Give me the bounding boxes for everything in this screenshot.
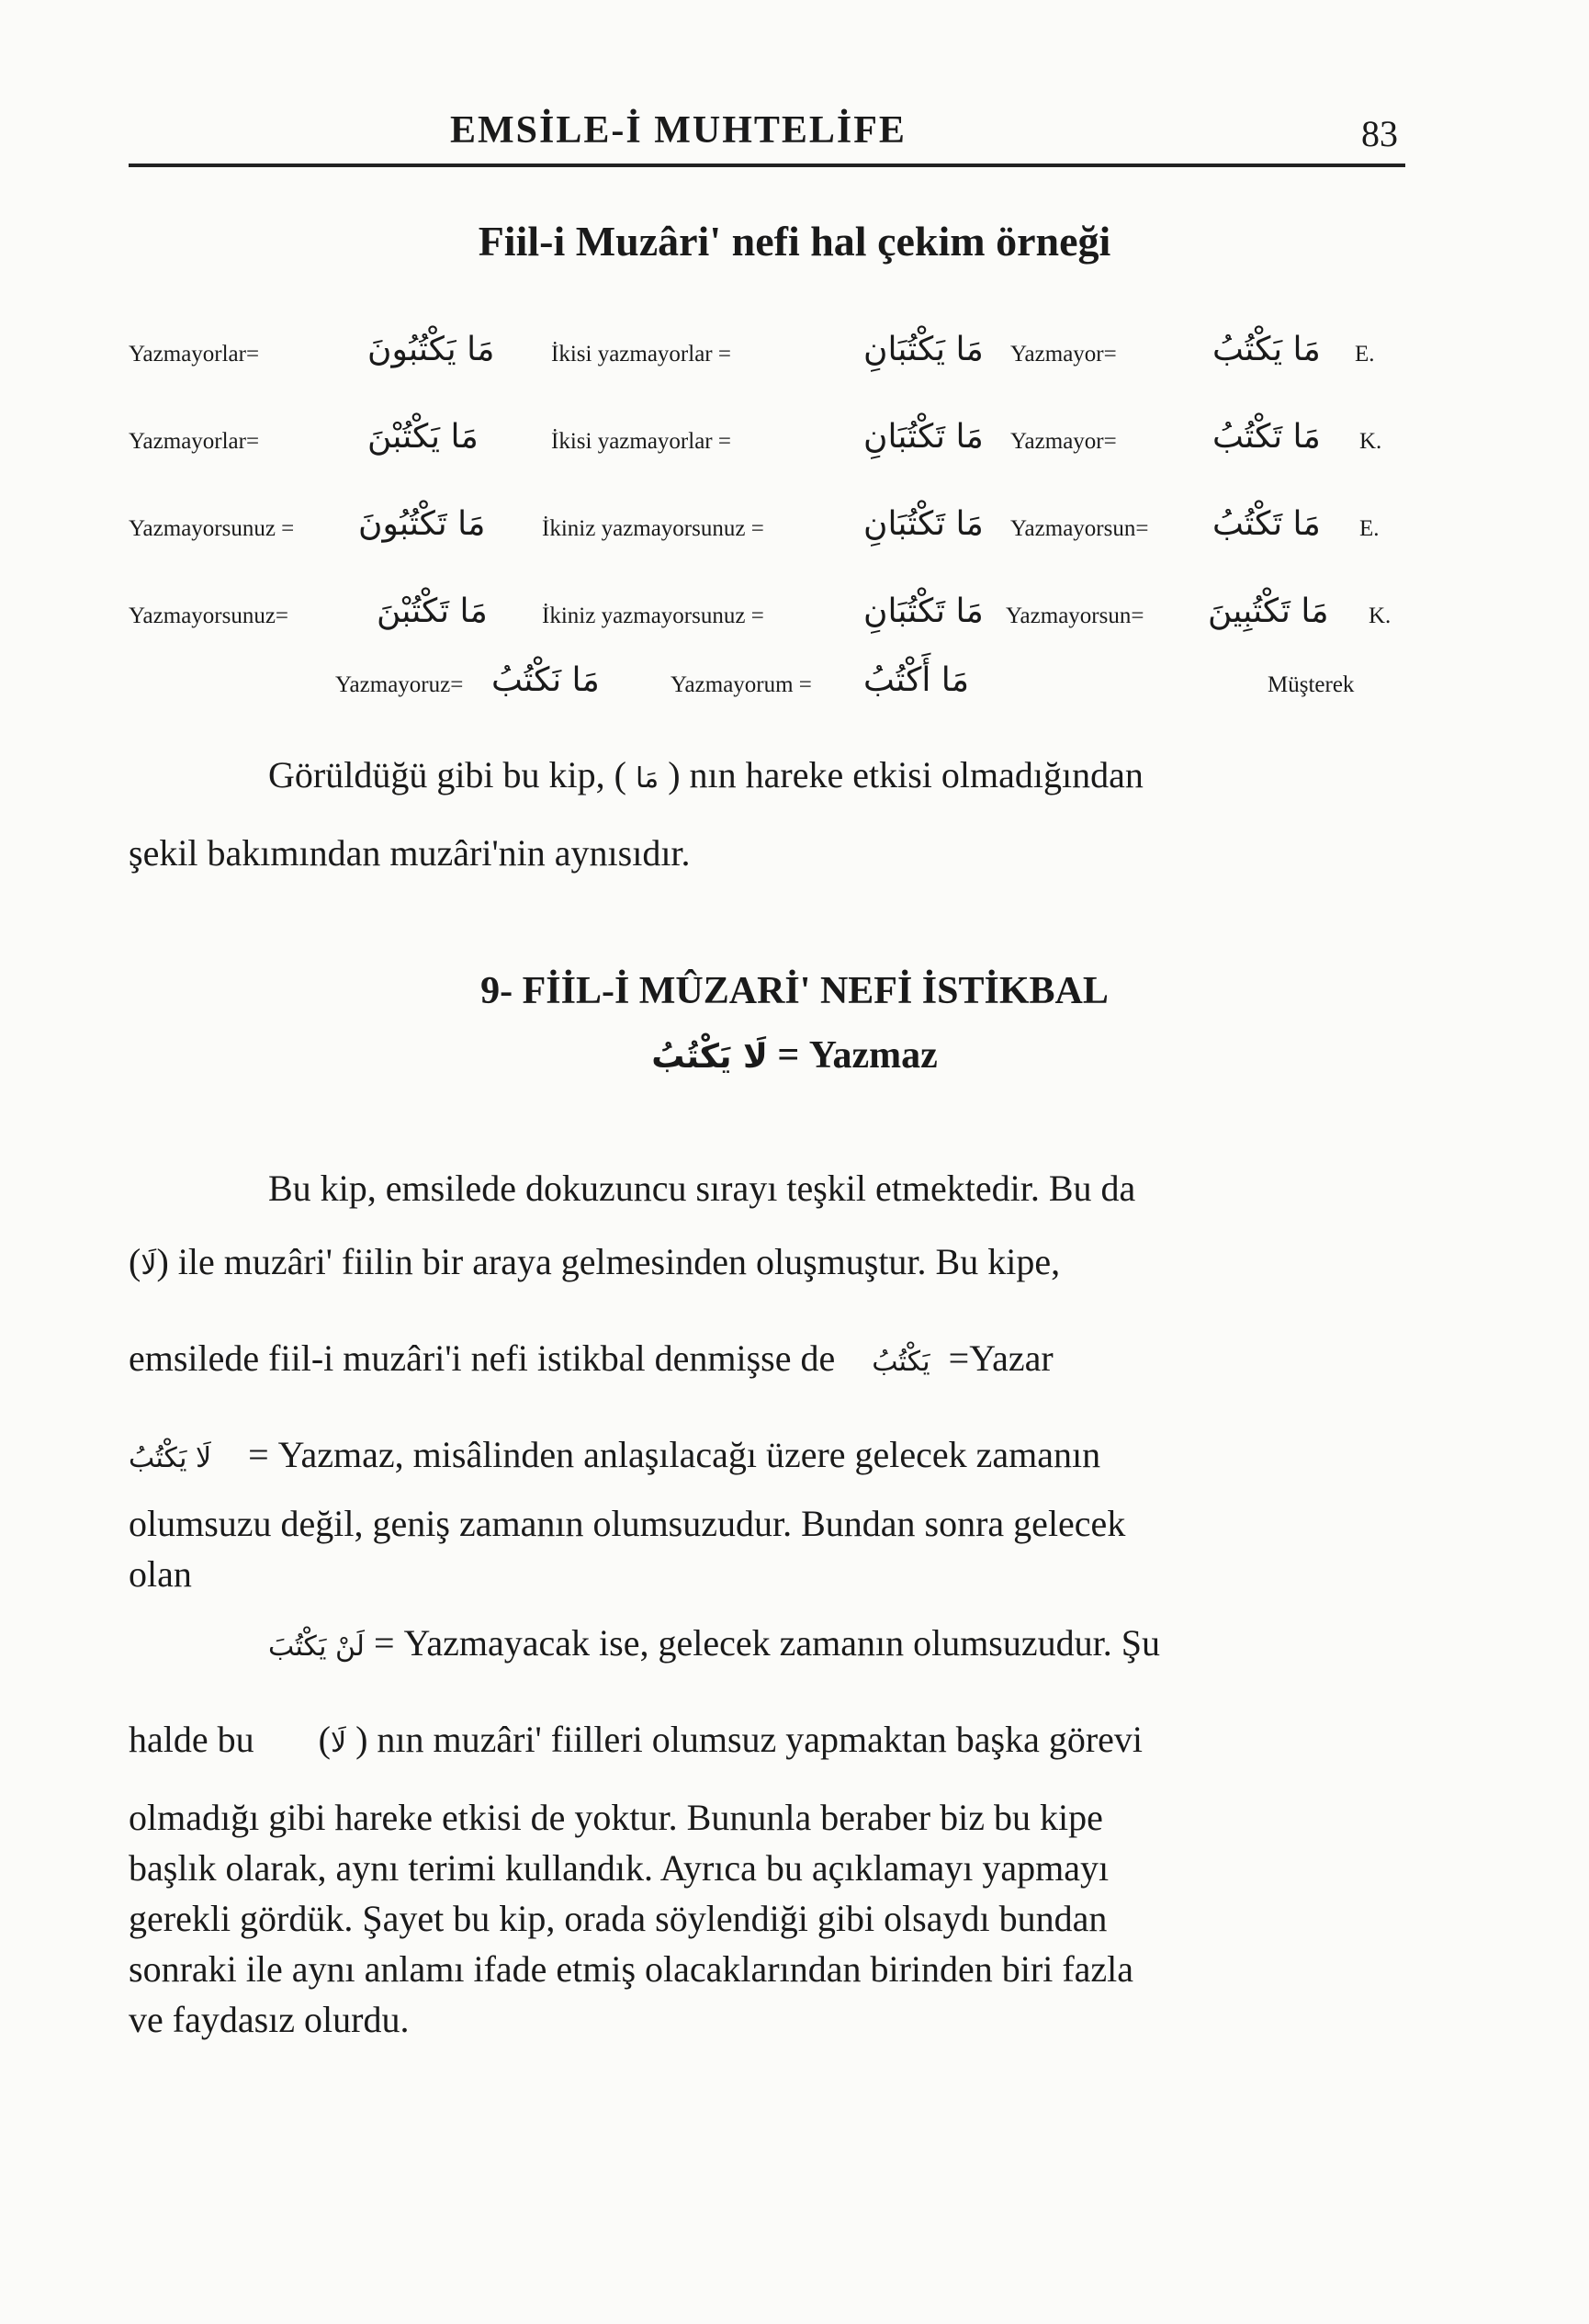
arabic-particle: مَا xyxy=(635,762,659,795)
section-title: 9- FİİL-İ MÛZARİ' NEFİ İSTİKBAL xyxy=(480,970,1109,1012)
arabic-verb: لَا يَكْتُبُ xyxy=(129,1442,212,1474)
body-line: gerekli gördük. Şayet bu kip, orada söylendiği gibi olsaydı bundan xyxy=(129,1898,1108,1939)
row-label: İkiniz yazmayorsunuz = xyxy=(542,516,764,541)
note-text: ) nın hareke etkisi olmadığından xyxy=(668,754,1144,795)
conjugation-row xyxy=(129,505,1405,560)
arabic-verb: مَا تَكْتُبُ xyxy=(1212,505,1321,543)
body-line: olan xyxy=(129,1553,192,1595)
body-text: ) nın muzâri' fiilleri olumsuz yapmaktan başka görevi xyxy=(355,1719,1144,1760)
arabic-verb: مَا تَكْتُبُ xyxy=(1212,418,1321,456)
body-line: olumsuzu değil, geniş zamanın olumsuzudur. Bundan sonra gelecek xyxy=(129,1503,1126,1544)
row-label: İkisi yazmayorlar = xyxy=(551,429,731,454)
row-label: İkisi yazmayorlar = xyxy=(551,342,731,367)
page-number: 83 xyxy=(1361,113,1398,154)
gender-tag: K. xyxy=(1369,604,1392,628)
arabic-verb: مَا تَكْتُبُونَ xyxy=(358,505,486,543)
arabic-verb: مَا يَكْتُبَانِ xyxy=(863,331,984,368)
body-line: ve faydasız olurdu. xyxy=(129,1999,410,2040)
row-label: Yazmayorsun= xyxy=(1006,604,1144,628)
gender-tag: E. xyxy=(1355,342,1375,367)
body-text: halde bu xyxy=(129,1719,254,1760)
body-line: başlık olarak, aynı terimi kullandık. Ayrıca bu açıklamayı yapmayı xyxy=(129,1847,1110,1889)
row-label: Yazmayorlar= xyxy=(129,429,260,454)
note-line: şekil bakımından muzâri'nin aynısıdır. xyxy=(129,832,691,874)
note-text: Görüldüğü gibi bu kip, ( xyxy=(268,754,626,795)
gender-tag: E. xyxy=(1359,516,1380,541)
body-line: Bu kip, emsilede dokuzuncu sırayı teşkil etmektedir. Bu da xyxy=(268,1168,1136,1209)
row-label: Yazmayorum = xyxy=(671,672,812,697)
conjugation-row xyxy=(129,661,1405,716)
row-label: Yazmayorsunuz= xyxy=(129,604,289,628)
conjugation-row xyxy=(129,418,1405,473)
arabic-verb: مَا يَكْتُبُ xyxy=(1212,331,1321,368)
body-text: ) ile muzâri' fiilin bir araya gelmesinden oluşmuştur. Bu kipe, xyxy=(156,1241,1061,1282)
conjugation-row xyxy=(129,331,1405,386)
row-label: Yazmayorlar= xyxy=(129,342,260,367)
arabic-verb: لَنْ يَكْتُبَ xyxy=(268,1630,365,1663)
note-line xyxy=(268,753,1144,796)
body-line xyxy=(268,1621,1160,1664)
body-line: olmadığı gibi hareke etkisi de yoktur. Bununla beraber biz bu kipe xyxy=(129,1797,1103,1838)
arabic-verb: يَكْتُبُ xyxy=(872,1346,930,1378)
row-label: Yazmayor= xyxy=(1010,429,1117,454)
gender-tag: K. xyxy=(1359,429,1382,454)
body-line: halde bu (لَا ) nın muzâri' fiilleri olumsuz yapmaktan başka görevi xyxy=(129,1719,1144,1760)
arabic-verb: مَا يَكْتُبْنَ xyxy=(367,418,479,456)
body-line: sonraki ile aynı anlamı ifade etmiş olacaklarından birinden biri fazla xyxy=(129,1948,1134,1990)
running-header-title: EMSİLE-İ MUHTELİFE xyxy=(450,109,907,152)
row-label: İkiniz yazmayorsunuz = xyxy=(542,604,764,628)
arabic-verb: مَا أَكْتُبُ xyxy=(863,661,970,699)
body-text: =Yazar xyxy=(948,1337,1054,1379)
body-line xyxy=(129,1433,1100,1476)
arabic-verb: مَا تَكْتُبَانِ xyxy=(863,592,984,630)
arabic-particle: لَا xyxy=(141,1249,157,1281)
arabic-verb: لَا يَكْتُبُ xyxy=(651,1038,768,1076)
body-text: = Yazmaz, misâlinden anlaşılacağı üzere gelecek zamanın xyxy=(248,1434,1101,1475)
body-text: emsilede fiil-i muzâri'i nefi istikbal denmişse de xyxy=(129,1337,836,1379)
body-line xyxy=(129,1337,1433,1380)
section-subheading xyxy=(0,1033,1589,1077)
arabic-verb: مَا تَكْتُبَانِ xyxy=(863,505,984,543)
body-line: (لَا) ile muzâri' fiilin bir araya gelmesinden oluşmuştur. Bu kipe, xyxy=(129,1241,1061,1282)
arabic-verb: مَا نَكْتُبُ xyxy=(491,661,600,699)
header-rule xyxy=(129,164,1405,167)
arabic-verb: مَا تَكْتُبَانِ xyxy=(863,418,984,456)
row-label: Yazmayoruz= xyxy=(335,672,464,697)
conjugation-row xyxy=(129,592,1405,648)
section-subtitle: Fiil-i Muzâri' nefi hal çekim örneği xyxy=(478,218,1111,265)
gender-tag: Müşterek xyxy=(1268,672,1355,697)
row-label: Yazmayor= xyxy=(1010,342,1117,367)
subheading-text: = Yazmaz xyxy=(777,1034,938,1077)
arabic-particle: لَا xyxy=(330,1727,347,1759)
row-label: Yazmayorsun= xyxy=(1010,516,1149,541)
arabic-verb: مَا يَكْتُبُونَ xyxy=(367,331,495,368)
body-text: = Yazmayacak ise, gelecek zamanın olumsuzudur. Şu xyxy=(373,1622,1160,1664)
row-label: Yazmayorsunuz = xyxy=(129,516,295,541)
arabic-verb: مَا تَكْتُبِينَ xyxy=(1208,592,1329,630)
arabic-verb: مَا تَكْتُبْنَ xyxy=(377,592,488,630)
